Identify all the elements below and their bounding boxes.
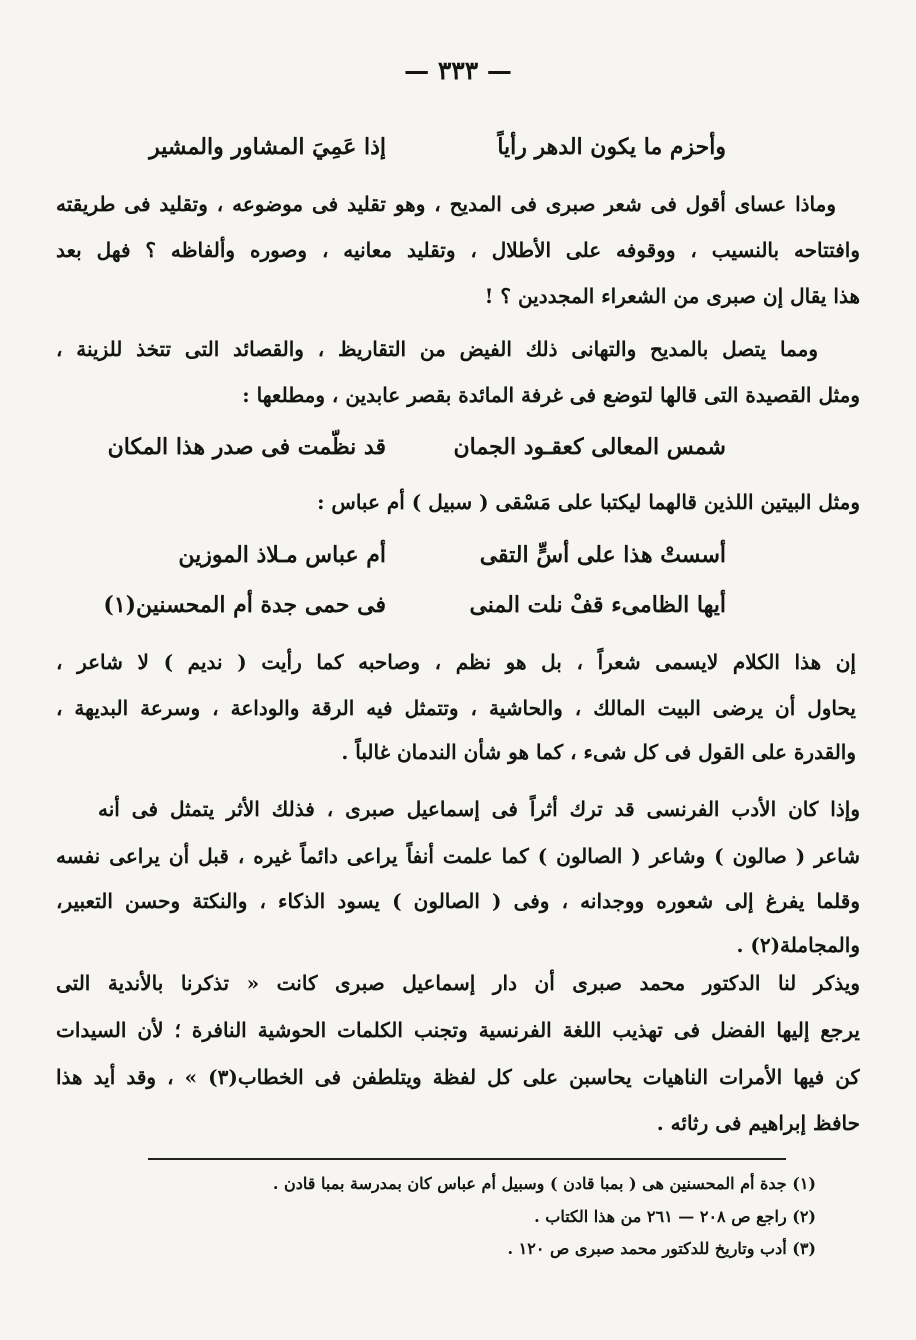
verse-first-hemistich: أسستْ هذا على أسٍّ التقى [479, 542, 726, 568]
paragraph-6-line-3: كن فيها الأمرات الناهيات يحاسبن على كل لفظة ويتلطفن فى الخطاب(٣) » ، وقد أيد هذا [56, 1065, 860, 1089]
paragraph-4-line-1: إن هذا الكلام لايسمى شعراً ، بل هو نظم ، وصاحبه كما رأيت ( نديم ) لا شاعر ، [56, 650, 856, 674]
paragraph-1-line-2: وافتتاحه بالنسيب ، ووقوفه على الأطلال ، وتقليد معانيه ، وصوره وألفاظه ؟ فهل بعد [56, 238, 860, 262]
verse-second-hemistich: فى حمى جدة أم المحسنين(١) [103, 592, 386, 618]
paragraph-6-line-2: يرجع إليها الفضل فى تهذيب اللغة الفرنسية وتجنب الكلمات الحوشية النافرة ؛ لأن السيدات [56, 1018, 860, 1042]
verse-second-hemistich: أم عباس مـلاذ الموزين [178, 542, 386, 568]
paragraph-2-line-1: ومما يتصل بالمديح والتهانى ذلك الفيض من التقاريظ ، والقصائد التى تتخذ للزينة ، [56, 337, 818, 361]
verse-line-1 [0, 132, 916, 164]
paragraph-6-line-4: حافظ إبراهيم فى رثائه . [656, 1111, 860, 1135]
paragraph-5-line-2: شاعر ( صالون ) وشاعر ( الصالون ) كما علمت أنفاً يراعى دائماً غيره ، قبل أن يراعى نفسه [56, 844, 860, 868]
paragraph-2-line-2: ومثل القصيدة التى قالها لتوضع فى غرفة المائدة بقصر عابدين ، ومطلعها : [242, 383, 860, 407]
verse-first-hemistich: أيها الظامىء قفْ نلت المنى [469, 592, 726, 618]
verse-second-hemistich: إذا عَمِيَ المشاور والمشير [149, 134, 386, 160]
footnote-divider [148, 1158, 786, 1160]
paragraph-5-line-3: وقلما يفرغ إلى شعوره ووجدانه ، وفى ( الصالون ) يسود الذكاء ، والنكتة وحسن التعبير، [56, 889, 860, 913]
verse-line-2 [0, 432, 916, 464]
paragraph-3-line-1: ومثل البيتين اللذين قالهما ليكتبا على مَسْقى ( سبيل ) أم عباس : [317, 490, 860, 514]
paragraph-1-line-1: وماذا عساى أقول فى شعر صبرى فى المديح ، وهو تقليد فى موضوعه ، وتقليد فى طريقته [56, 192, 836, 216]
verse-line-3 [0, 540, 916, 572]
verse-first-hemistich: شمس المعالى كعقـود الجمان [453, 434, 726, 460]
footnote-3: (٣) أدب وتاريخ للدكتور محمد صبرى ص ١٢٠ . [507, 1239, 816, 1258]
paragraph-4-line-2: يحاول أن يرضى البيت المالك ، والحاشية ، وتتمثل فيه الرقة والوداعة ، وسرعة البديهة ، [56, 696, 856, 720]
page-number: — ٣٣٣ — [404, 56, 512, 85]
paragraph-5-line-4: والمجاملة(٢) . [736, 933, 860, 957]
footnote-1: (١) جدة أم المحسنين هى ( بمبا قادن ) وسبيل أم عباس كان بمدرسة بمبا قادن . [272, 1174, 816, 1193]
paragraph-5-line-1: وإذا كان الأدب الفرنسى قد ترك أثراً فى إسماعيل صبرى ، فذلك الأثر يتمثل فى أنه [98, 797, 860, 821]
paragraph-4-line-3: والقدرة على القول فى كل شىء ، كما هو شأن الندمان غالباً . [341, 740, 856, 764]
verse-line-4 [0, 590, 916, 622]
paragraph-1-line-3: هذا يقال إن صبرى من الشعراء المجددين ؟ ! [484, 284, 860, 308]
footnote-2: (٢) راجع ص ٢٠٨ — ٢٦١ من هذا الكتاب . [534, 1207, 816, 1226]
paragraph-6-line-1: ويذكر لنا الدكتور محمد صبرى أن دار إسماعيل صبرى كانت « تذكرنا بالأندية التى [56, 971, 860, 995]
verse-second-hemistich: قد نظّمت فى صدر هذا المكان [107, 434, 386, 460]
verse-first-hemistich: وأحزم ما يكون الدهر رأياً [497, 134, 726, 160]
